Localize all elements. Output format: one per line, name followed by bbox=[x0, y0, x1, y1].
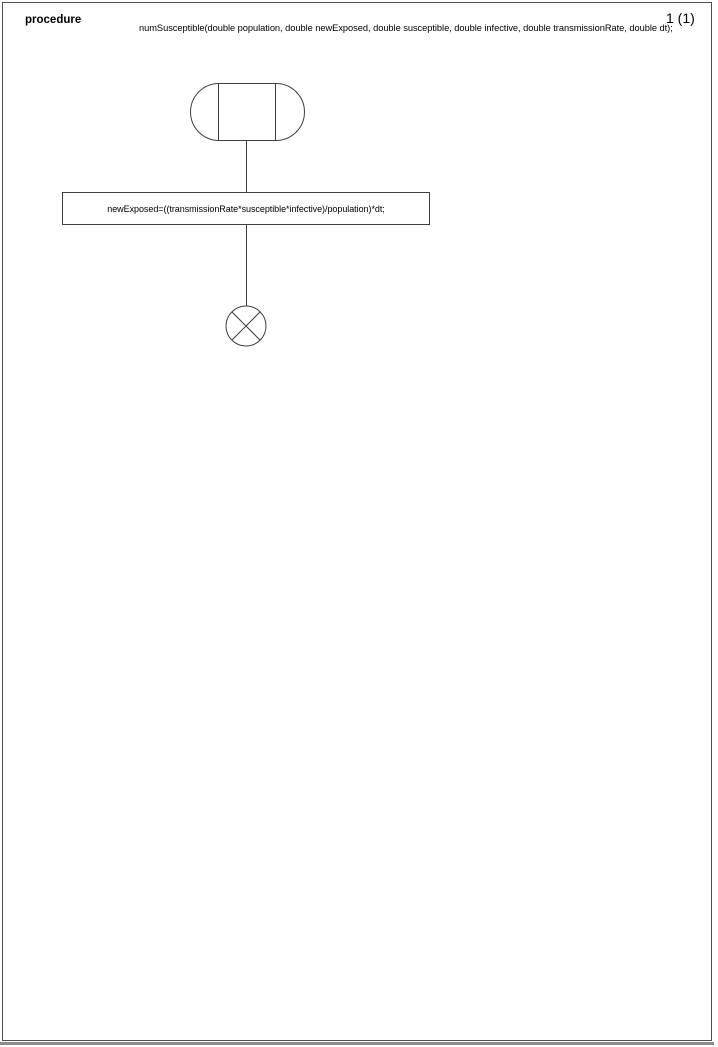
end-crossed-circle-icon bbox=[226, 306, 266, 346]
page-number-indicator: 1 (1) bbox=[666, 10, 695, 26]
function-signature: numSusceptible(double population, double newExposed, double susceptible, double infective, double transmissionRate, double dt); bbox=[139, 23, 673, 33]
start-terminator-icon bbox=[191, 84, 305, 141]
procedure-kind-label: procedure bbox=[25, 14, 82, 26]
process-statement: newExposed=((transmissionRate*susceptible*infective)/population)*dt; bbox=[107, 203, 385, 214]
